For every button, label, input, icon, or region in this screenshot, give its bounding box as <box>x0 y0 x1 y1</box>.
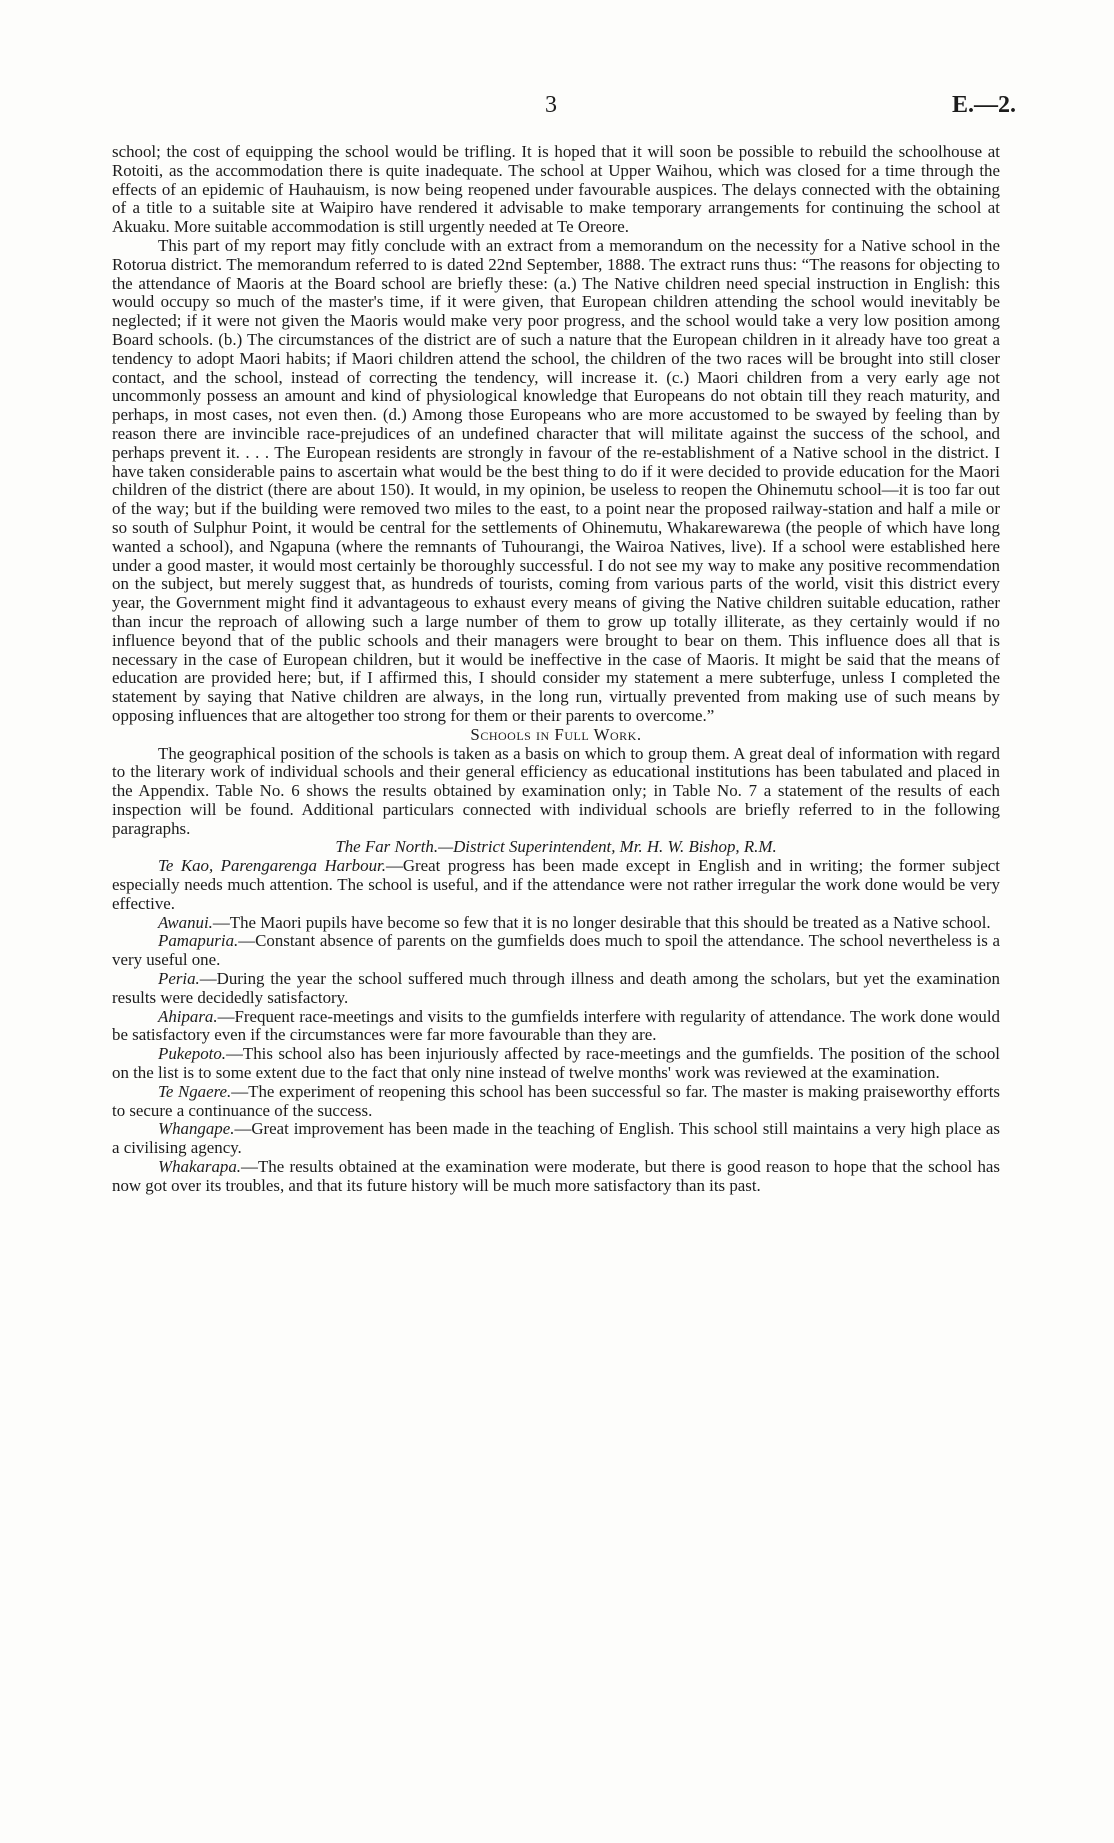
document-body <box>112 143 1000 1196</box>
school-name: Pamapuria. <box>158 931 239 951</box>
district-subheading: The Far North.—District Superintendent, Mr. H. W. Bishop, R.M. <box>335 837 777 857</box>
school-name: Whakarapa. <box>158 1157 242 1177</box>
document-code: E.—2. <box>952 92 1017 118</box>
school-entry <box>112 1120 1000 1158</box>
school-text: —The results obtained at the examination were moderate, but there is good reason to hope that the school has now got over its troubles, and that its future history will be much more satisfactory than its past. <box>112 1157 1000 1195</box>
paragraph-continuation: school; the cost of equipping the school would be trifling. It is hoped that it will soon be possible to rebuild the schoolhouse at Rotoiti, as the accommodation there is quite inadequate. The school at Upper Waihou, which was closed for a time through the effects of an epidemic of Hauhauism, is now being reopened under favourable auspices. The delays connected with the obtaining of a title to a suitable site at Waipiro have rendered it advisable to make temporary arrangements for continuing the school at Akuaku. More suitable accommodation is still urgently needed at Te Oreore. <box>112 142 1000 237</box>
school-name: Peria. <box>158 969 200 989</box>
school-entry <box>112 857 1000 913</box>
school-text: —The Maori pupils have become so few that it is no longer desirable that this should be treated as a Native school. <box>212 912 991 932</box>
school-text: —Constant absence of parents on the gumfields does much to spoil the attendance. The school nevertheless is a very useful one. <box>112 931 1000 970</box>
school-entry <box>112 1008 1000 1046</box>
school-name: Te Ngaere. <box>158 1081 232 1101</box>
school-entry <box>112 1083 1000 1121</box>
school-name: Pukepoto. <box>158 1044 227 1064</box>
school-text: —The experiment of reopening this school has been successful so far. The master is making praiseworthy efforts to secure a continuance of the success. <box>112 1081 1000 1120</box>
section-heading: Schools in Full Work. <box>470 724 642 744</box>
school-entry <box>112 970 1000 1008</box>
school-entry <box>112 1045 1000 1083</box>
school-text: —Frequent race-meetings and visits to the gumfields interfere with regularity of attendance. The work done would be satisfactory even if the circumstances were far more favourable than they are. <box>112 1006 1000 1045</box>
school-text: —Great progress has been made except in English and in writing; the former subject especially needs much attention. The school is useful, and if the attendance were not rather irregular the work done would be very effective. <box>112 856 1000 913</box>
school-entry <box>112 1158 1000 1196</box>
school-entry <box>112 914 1000 933</box>
school-text: —During the year the school suffered much through illness and death among the scholars, but yet the examination results were decidedly satisfactory. <box>112 969 1000 1007</box>
school-text: —Great improvement has been made in the teaching of English. This school still maintains a very high place as a civilising agency. <box>112 1119 1000 1158</box>
school-name: Whangape. <box>158 1119 235 1139</box>
school-name: Te Kao, Parengarenga Harbour. <box>158 856 386 876</box>
school-entry <box>112 932 1000 970</box>
school-name: Awanui. <box>158 912 213 932</box>
paragraph-memorandum: This part of my report may fitly conclude with an extract from a memorandum on the necessity for a Native school in the Rotorua district. The memorandum referred to is dated 22nd September, 1888. The extract runs thus: “The reasons for objecting to the attendance of Maoris at the Board school are briefly these: (a.) The Native children need special instruction in English: this would occupy so much of the master's time, if it were given, that European children attending the school would inevitably be neglected; if it were not given the Maoris would make very poor progress, and the school would take a very low position among Board schools. (b.) The circumstances of the district are of such a nature that the European children in it already have too great a tendency to adopt Maori habits; if Maori children attend the school, the children of the two races will be brought into still closer contact, and the school, instead of correcting the tendency, will increase it. (c.) Maori children from a very early age not uncommonly possess an amount and kind of physiological knowledge that Europeans do not obtain till they reach maturity, and perhaps, in most cases, not even then. (d.) Among those Europeans who are more accustomed to be swayed by feeling than by reason there are invincible race-prejudices of an undefined character that will militate against the success of the school, and perhaps prevent it. . . . The European residents are strongly in favour of the re-establishment of a Native school in the district. I have taken considerable pains to ascertain what would be the best thing to do if it were decided to provide education for the Maori children of the district (there are about 150). It would, in my opinion, be useless to reopen the Ohinemutu school—it is too far out of the way; but if the building were removed two miles to the east, to a point near the proposed railway-station and half a mile or so south of Sulphur Point, it would be central for the settlements of Ohinemutu, Whakarewarewa (the people of which have long wanted a school), and Ngapuna (where the remnants of Tuhourangi, the Wairoa Natives, live). If a school were established here under a good master, it would most certainly be thoroughly successful. I do not see my way to make any positive recommendation on the subject, but merely suggest that, as hundreds of tourists, coming from various parts of the world, visit this district every year, the Government might find it advantageous to exhaust every means of giving the Native children suitable education, rather than incur the reproach of allowing such a large number of them to grow up totally illiterate, as they certainly would if no influence beyond that of the public schools and their managers were brought to bear on them. This influence does all that is necessary in the case of European children, but it would be ineffective in the case of Maoris. It might be said that the means of education are provided here; but, if I affirmed this, I should consider my statement a mere subterfuge, unless I completed the statement by saying that Native children are always, in the long run, virtually prevented from making use of such means by opposing influences that are altogether too strong for them or their parents to overcome.” <box>112 235 1000 725</box>
paragraph-grouping: The geographical position of the schools is taken as a basis on which to group them. A great deal of information with regard to the literary work of individual schools and their general efficiency as educational institutions has been tabulated and placed in the Appendix. Table No. 6 shows the results obtained by examination only; in Table No. 7 a statement of the results of each inspection will be found. Additional particulars connected with individual schools are briefly referred to in the following paragraphs. <box>112 743 1000 838</box>
page-number: 3 <box>545 92 557 118</box>
school-name: Ahipara. <box>158 1006 218 1026</box>
school-text: —This school also has been injuriously affected by race-meetings and the gumfields. The position of the school on the list is to some extent due to the fact that only nine instead of twelve months' work was reviewed at the examination. <box>112 1044 1000 1083</box>
